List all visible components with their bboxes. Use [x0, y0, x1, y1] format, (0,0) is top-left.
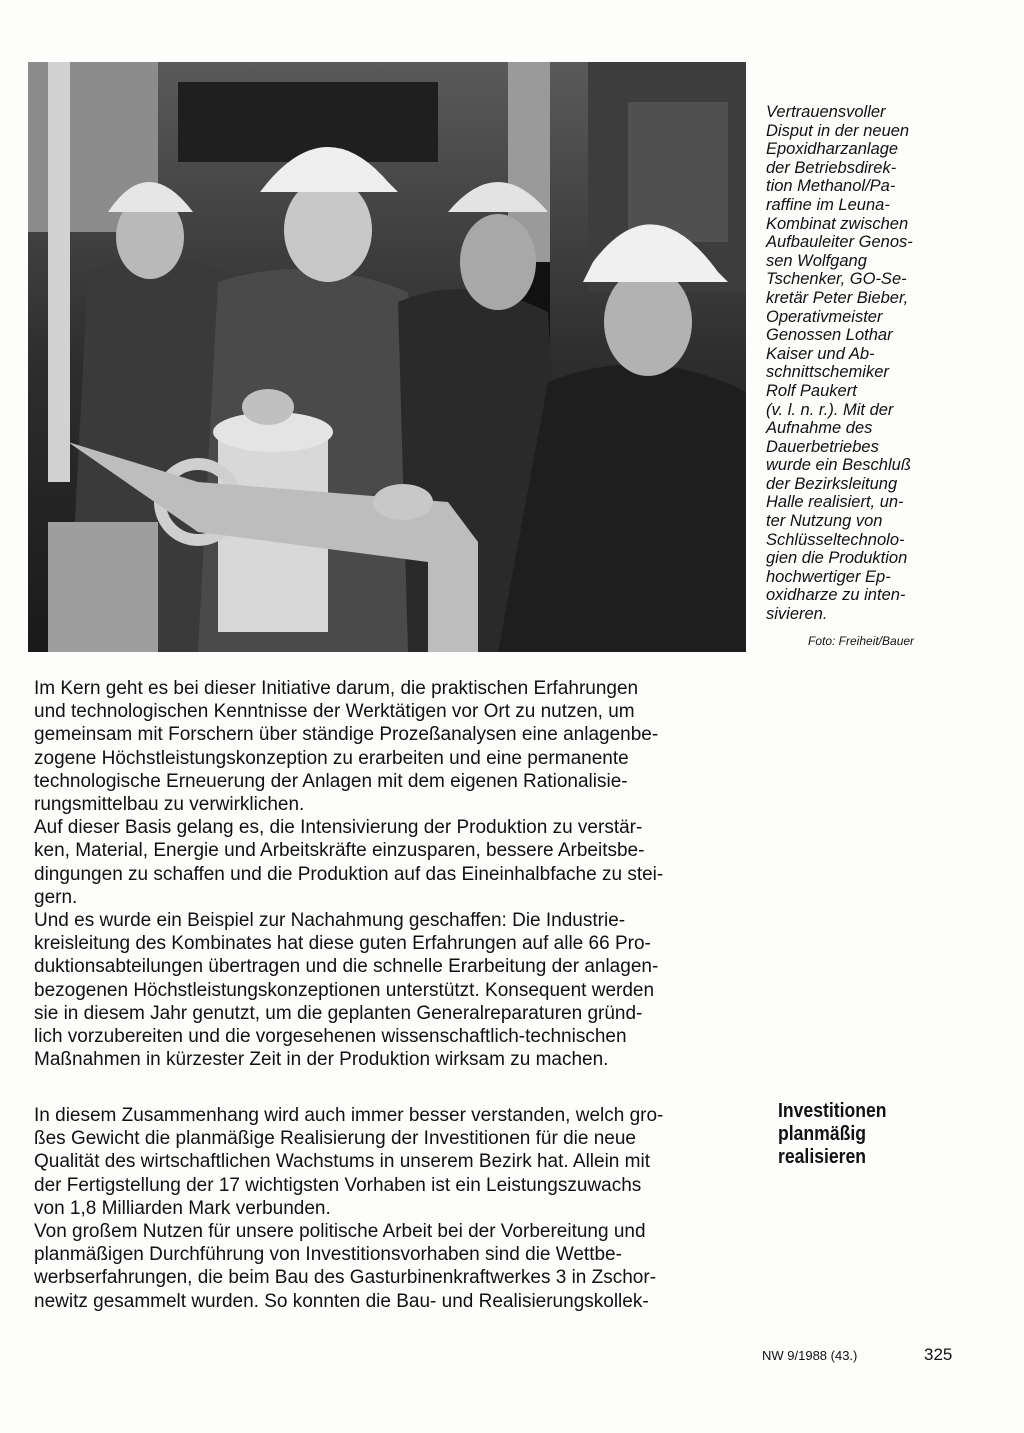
text-line: technologische Erneuerung der Anlagen mit dem eigenen Rationalisie-	[34, 770, 628, 792]
caption-line: ter Nutzung von	[766, 512, 883, 531]
caption-line: oxidharze zu inten-	[766, 586, 906, 605]
caption-line: (v. l. n. r.). Mit der	[766, 400, 894, 419]
issue-reference: NW 9/1988 (43.)	[762, 1348, 858, 1363]
text-line: zogene Höchstleistungskonzeption zu erarbeiten und eine permanente	[34, 747, 629, 769]
caption-line: Disput in der neuen	[766, 121, 910, 140]
photo	[28, 62, 746, 652]
caption-line: sivieren.	[766, 605, 828, 624]
caption-line: kretär Peter Bieber,	[766, 288, 909, 307]
text-line: ken, Material, Energie und Arbeitskräfte einzusparen, bessere Arbeitsbe-	[34, 840, 645, 862]
caption-line: Genossen Lothar	[766, 326, 893, 345]
text-line: und technologischen Kenntnisse der Werktätigen vor Ort zu nutzen, um	[34, 701, 635, 723]
article-body-block-2	[34, 1104, 756, 1313]
text-line: Maßnahmen in kürzester Zeit in der Produktion wirksam zu machen.	[34, 1049, 609, 1071]
text-line: rungsmittelbau zu verwirklichen.	[34, 794, 305, 816]
text-line: kreisleitung des Kombinates hat diese guten Erfahrungen auf alle 66 Pro-	[34, 933, 651, 955]
caption-line: Dauerbetriebes	[766, 437, 879, 456]
page-number: 325	[924, 1345, 953, 1364]
text-line: duktionsabteilungen übertragen und die schnelle Erarbeitung der anlagen-	[34, 956, 659, 978]
caption-line: Kombinat zwischen	[766, 214, 909, 233]
caption-line: tion Methanol/Pa-	[766, 177, 896, 196]
caption-line: raffine im Leuna-	[766, 195, 890, 214]
text-line: Qualität des wirtschaftlichen Wachstums in unserem Bezirk hat. Allein mit	[34, 1151, 650, 1173]
text-line: sie in diesem Jahr genutzt, um die geplanten Generalreparaturen gründ-	[34, 1002, 643, 1024]
photo-caption	[766, 103, 966, 624]
caption-line: der Bezirksleitung	[766, 474, 898, 493]
caption-line: der Betriebsdirek-	[766, 158, 897, 177]
text-line: dingungen zu schaffen und die Produktion auf das Eineinhalbfache zu stei-	[34, 863, 664, 885]
text-line: Von großem Nutzen für unsere politische Arbeit bei der Vorbereitung und	[34, 1221, 646, 1243]
caption-line: gien die Produktion	[766, 549, 908, 568]
text-line: planmäßigen Durchführung von Investitionsvorhaben sind die Wettbe-	[34, 1244, 622, 1266]
text-line: gemeinsam mit Forschern über ständige Prozeßanalysen eine anlagenbe-	[34, 724, 659, 746]
caption-line: Vertrauensvoller	[766, 103, 886, 121]
text-line: In diesem Zusammenhang wird auch immer besser verstanden, welch gro-	[34, 1105, 664, 1126]
text-line: gern.	[34, 886, 78, 908]
sidehead-line: Investitionen	[778, 1100, 887, 1122]
text-line: Auf dieser Basis gelang es, die Intensivierung der Produktion zu verstär-	[34, 817, 643, 839]
caption-line: Operativmeister	[766, 307, 883, 326]
caption-line: wurde ein Beschluß	[766, 456, 911, 475]
caption-line: Aufnahme des	[766, 419, 873, 438]
text-line: bezogenen Höchstleistungskonzeptionen unterstützt. Konsequent werden	[34, 979, 655, 1001]
caption-line: Tschenker, GO-Se-	[766, 270, 907, 289]
text-line: ßes Gewicht die planmäßige Realisierung der Investitionen für die neue	[34, 1128, 636, 1150]
text-line: werbserfahrungen, die beim Bau des Gasturbinenkraftwerkes 3 in Zschor-	[34, 1267, 657, 1289]
sidehead-line: planmäßig	[778, 1123, 867, 1145]
caption-line: Epoxidharzanlage	[766, 140, 899, 159]
caption-line: schnittschemiker	[766, 363, 889, 382]
sidehead-line: realisieren	[778, 1146, 867, 1168]
text-line: lich vorzubereiten und die vorgesehenen wissenschaftlich-technischen	[34, 1026, 627, 1048]
photo-credit: Foto: Freiheit/Bauer	[808, 634, 915, 648]
text-line: Im Kern geht es bei dieser Initiative darum, die praktischen Erfahrungen	[34, 678, 639, 699]
caption-line: Aufbauleiter Genos-	[766, 233, 913, 252]
caption-line: Schlüsseltechnolo-	[766, 530, 905, 549]
caption-line: Rolf Paukert	[766, 381, 857, 400]
text-line: der Fertigstellung der 17 wichtigsten Vorhaben ist ein Leistungszuwachs	[34, 1174, 642, 1196]
article-body-block-1	[34, 677, 756, 1071]
photo-illustration	[28, 62, 746, 652]
caption-line: hochwertiger Ep-	[766, 567, 891, 586]
text-line: newitz gesammelt wurden. So konnten die Bau- und Realisierungskollek-	[34, 1290, 649, 1312]
caption-line: Halle realisiert, un-	[766, 493, 904, 512]
caption-line: sen Wolfgang	[766, 251, 867, 270]
caption-line: Kaiser und Ab-	[766, 344, 875, 363]
text-line: Und es wurde ein Beispiel zur Nachahmung geschaffen: Die Industrie-	[34, 910, 626, 932]
section-sidehead	[778, 1100, 928, 1169]
text-line: von 1,8 Milliarden Mark verbunden.	[34, 1197, 331, 1219]
